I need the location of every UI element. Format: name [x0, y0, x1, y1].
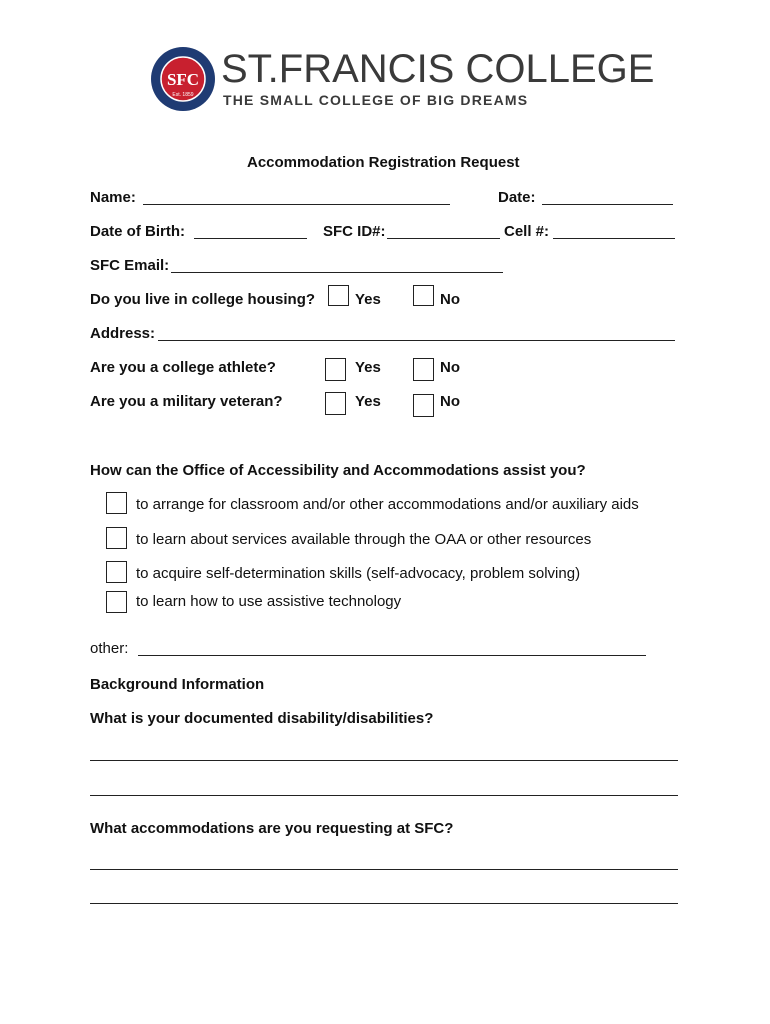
seal-year: Est. 1859	[172, 92, 194, 98]
disability-answer-line[interactable]	[90, 795, 678, 796]
housing-no-checkbox[interactable]	[413, 285, 434, 306]
athlete-no-checkbox[interactable]	[413, 358, 434, 381]
housing-question: Do you live in college housing?	[90, 291, 316, 308]
background-heading: Background Information	[90, 676, 265, 693]
dob-field[interactable]	[194, 238, 307, 239]
accommodations-answer-line[interactable]	[90, 869, 678, 870]
other-field[interactable]	[138, 655, 646, 656]
dob-label: Date of Birth:	[90, 223, 185, 240]
veteran-no-label: No	[440, 393, 460, 410]
athlete-question: Are you a college athlete?	[90, 359, 276, 376]
veteran-no-checkbox[interactable]	[413, 394, 434, 417]
housing-no-label: No	[440, 291, 460, 308]
other-label: other:	[90, 640, 129, 657]
disability-question: What is your documented disability/disabilities?	[90, 710, 434, 727]
college-name-logo: ST.FRANCIS COLLEGE	[221, 47, 655, 91]
sfc-id-field[interactable]	[387, 238, 500, 239]
veteran-yes-label: Yes	[355, 393, 381, 410]
address-field[interactable]	[158, 340, 675, 341]
assist-option-checkbox[interactable]	[106, 561, 127, 583]
athlete-no-label: No	[440, 359, 460, 376]
athlete-yes-checkbox[interactable]	[325, 358, 346, 381]
assist-option-checkbox[interactable]	[106, 492, 127, 514]
disability-answer-line[interactable]	[90, 760, 678, 761]
assist-option-label: to learn about services available through the OAA or other resources	[136, 531, 592, 548]
veteran-yes-checkbox[interactable]	[325, 392, 346, 415]
assist-option-checkbox[interactable]	[106, 591, 127, 613]
seal-initials: SFC	[166, 70, 200, 89]
email-label: SFC Email:	[90, 257, 170, 274]
date-field[interactable]	[542, 204, 673, 205]
address-label: Address:	[90, 325, 156, 342]
assist-question: How can the Office of Accessibility and Accommodations assist you?	[90, 462, 586, 479]
athlete-yes-label: Yes	[355, 359, 381, 376]
form-title: Accommodation Registration Request	[247, 154, 520, 171]
assist-option-label: to acquire self-determination skills (self-advocacy, problem solving)	[136, 565, 581, 582]
accommodations-question: What accommodations are you requesting at SFC?	[90, 820, 454, 837]
cell-field[interactable]	[553, 238, 675, 239]
assist-option-label: to arrange for classroom and/or other accommodations and/or auxiliary aids	[136, 496, 639, 513]
name-field[interactable]	[143, 204, 450, 205]
college-seal-logo	[150, 46, 216, 112]
date-label: Date:	[498, 189, 536, 206]
cell-label: Cell #:	[504, 223, 550, 240]
housing-yes-label: Yes	[355, 291, 381, 308]
name-label: Name:	[90, 189, 136, 206]
accommodations-answer-line[interactable]	[90, 903, 678, 904]
sfc-id-label: SFC ID#:	[323, 223, 386, 240]
assist-option-label: to learn how to use assistive technology	[136, 593, 402, 610]
college-tagline: THE SMALL COLLEGE OF BIG DREAMS	[223, 92, 529, 108]
housing-yes-checkbox[interactable]	[328, 285, 349, 306]
email-field[interactable]	[171, 272, 503, 273]
assist-option-checkbox[interactable]	[106, 527, 127, 549]
veteran-question: Are you a military veteran?	[90, 393, 283, 410]
